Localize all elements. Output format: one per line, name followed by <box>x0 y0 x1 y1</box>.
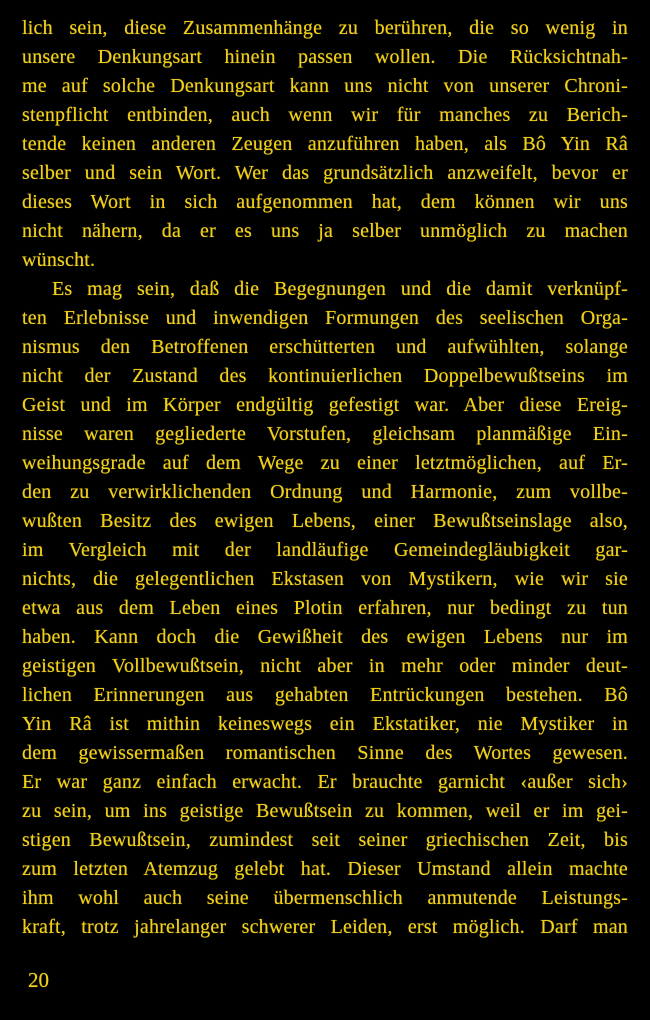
text-line: lich sein, diese Zusammenhänge zu berühren, die so wenig in <box>22 17 628 39</box>
text-line: ihm wohl auch seine übermenschlich anmutende Leistungs- <box>22 887 628 909</box>
text-line: Yin Râ ist mithin keineswegs ein Ekstatiker, nie Mystiker in <box>22 713 628 735</box>
text-line: nicht nähern, da er es uns ja selber unmöglich zu machen <box>22 220 628 242</box>
text-line: zum letzten Atemzug gelebt hat. Dieser Umstand allein machte <box>22 858 628 880</box>
text-line: nichts, die gelegentlichen Ekstasen von Mystikern, wie wir sie <box>22 568 628 590</box>
text-line: nismus den Betroffenen erschütterten und aufwühlten, solange <box>22 336 628 358</box>
text-line: ten Erlebnisse und inwendigen Formungen des seelischen Orga- <box>22 307 628 329</box>
text-line: dem gewissermaßen romantischen Sinne des Wortes gewesen. <box>22 742 628 764</box>
text-line: im Vergleich mit der landläufige Gemeindegläubigkeit gar- <box>22 539 628 561</box>
text-line: wünscht. <box>22 249 96 271</box>
text-line: Es mag sein, daß die Begegnungen und die damit verknüpf- <box>52 278 628 300</box>
text-line: haben. Kann doch die Gewißheit des ewigen Lebens nur im <box>22 626 628 648</box>
text-line: weihungsgrade auf dem Wege zu einer letztmöglichen, auf Er- <box>22 452 628 474</box>
text-line: dieses Wort in sich aufgenommen hat, dem können wir uns <box>22 191 628 213</box>
text-line: lichen Erinnerungen aus gehabten Entrückungen bestehen. Bô <box>22 684 628 706</box>
page-text-block <box>22 14 628 942</box>
text-line: zu sein, um ins geistige Bewußtsein zu kommen, weil er im gei- <box>22 800 628 822</box>
page-number: 20 <box>28 968 49 992</box>
text-line: me auf solche Denkungsart kann uns nicht von unserer Chroni- <box>22 75 628 97</box>
text-line: geistigen Vollbewußtsein, nicht aber in mehr oder minder deut- <box>22 655 628 677</box>
text-line: nicht der Zustand des kontinuierlichen Doppelbewußtseins im <box>22 365 628 387</box>
text-line: den zu verwirklichenden Ordnung und Harmonie, zum vollbe- <box>22 481 628 503</box>
text-line: stenpflicht entbinden, auch wenn wir für manches zu Berich- <box>22 104 628 126</box>
text-line: etwa aus dem Leben eines Plotin erfahren, nur bedingt zu tun <box>22 597 628 619</box>
text-line: selber und sein Wort. Wer das grundsätzlich anzweifelt, bevor er <box>22 162 628 184</box>
text-line: kraft, trotz jahrelanger schwerer Leiden, erst möglich. Darf man <box>22 916 628 938</box>
text-line: tende keinen anderen Zeugen anzuführen haben, als Bô Yin Râ <box>22 133 628 155</box>
text-line: Er war ganz einfach erwacht. Er brauchte garnicht ‹außer sich› <box>22 771 628 793</box>
text-line: Geist und im Körper endgültig gefestigt war. Aber diese Ereig- <box>22 394 628 416</box>
text-line: wußten Besitz des ewigen Lebens, einer Bewußtseinslage also, <box>22 510 628 532</box>
text-line: unsere Denkungsart hinein passen wollen. Die Rücksichtnah- <box>22 46 628 68</box>
text-line: stigen Bewußtsein, zumindest seit seiner griechischen Zeit, bis <box>22 829 628 851</box>
text-line: nisse waren gegliederte Vorstufen, gleichsam planmäßige Ein- <box>22 423 628 445</box>
